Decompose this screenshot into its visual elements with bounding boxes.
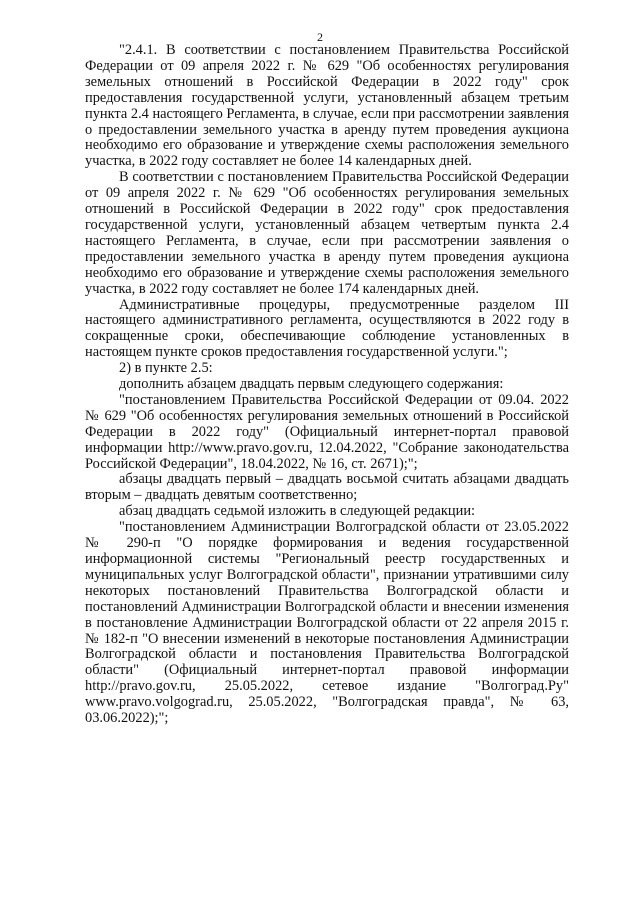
paragraph-term-fourth: В соответствии с постановлением Правительства Российской Федерации от 09 апреля 2022 г. № 629 "Об особенностях регулирования земельных отношений в Российской Федерации в 2022 году" срок предоставления государственной услуги, установленный абзацем четвертым пункта 2.4 настоящего Регламента, в случае, если при рассмотрении заявления о предоставлении земельного участка в аренду путем проведения аукциона необходимо его образование и утверждение схемы расположения земельного участка, в 2022 году составляет не более 174 календарных дней.	[85, 169, 569, 297]
paragraph-decree-290: "постановлением Администрации Волгоградской области от 23.05.2022 № 290-п "О порядке формирования и ведения государственной информационной системы "Региональный реестр государственных и муниципальных услуг Волгоградской области", признании утратившими силу некоторых постановлений Правительства Волгоградской области и постановлений Администрации Волгоградской области и внесении изменения в постановление Администрации Волгоградской области от 22 апреля 2015 г. № 182-п "О внесении изменений в некоторые постановления Администрации Волгоградской области и постановления Правительства Волгоградской области" (Официальный интернет-портал правовой информации http://pravo.gov.ru, 25.05.2022, сетевое издание "Волгоград.Ру" www.pravo.volgograd.ru, 25.05.2022, "Волгоградская правда", № 63, 03.06.2022);";	[85, 519, 569, 727]
page-number: 2	[317, 30, 323, 44]
paragraph-2-4-1: "2.4.1. В соответствии с постановлением Правительства Российской Федерации от 09 апреля 2022 г. № 629 "Об особенностях регулирования земельных отношений в Российской Федерации в 2022 году" срок предоставления государственной услуги, установленный абзацем третьим пункта 2.4 настоящего Регламента, в случае, если при рассмотрении заявления о предоставлении земельного участка в аренду путем проведения аукциона необходимо его образование и утверждение схемы расположения земельного участка, в 2022 году составляет не более 14 календарных дней.	[85, 42, 569, 170]
paragraph-admin-procedures: Административные процедуры, предусмотренные разделом III настоящего административного регламента, осуществляются в 2022 году в сокращенные сроки, обеспечивающие соблюдение установленных в настоящем пункте сроков предоставления государственной услуги.";	[85, 296, 569, 361]
paragraph-item-2: 2) в пункте 2.5:	[119, 360, 213, 377]
paragraph-decree-629: "постановлением Правительства Российской Федерации от 09.04. 2022 № 629 "Об особенностях регулирования земельных отношений в Российской Федерации в 2022 году" (Официальный интернет-портал правовой информации http://www.pravo.gov.ru, 12.04.2022, "Собрание законодательства Российской Федерации", 18.04.2022, № 16, ст. 2671);";	[85, 391, 569, 472]
paragraph-27-edit: абзац двадцать седьмой изложить в следующей редакции:	[119, 503, 476, 520]
paragraph-renumber: абзацы двадцать первый – двадцать восьмой считать абзацами двадцать вторым – двадцать девятым соответственно;	[85, 471, 569, 504]
paragraph-add-21: дополнить абзацем двадцать первым следующего содержания:	[119, 376, 504, 393]
document-body	[85, 43, 569, 727]
